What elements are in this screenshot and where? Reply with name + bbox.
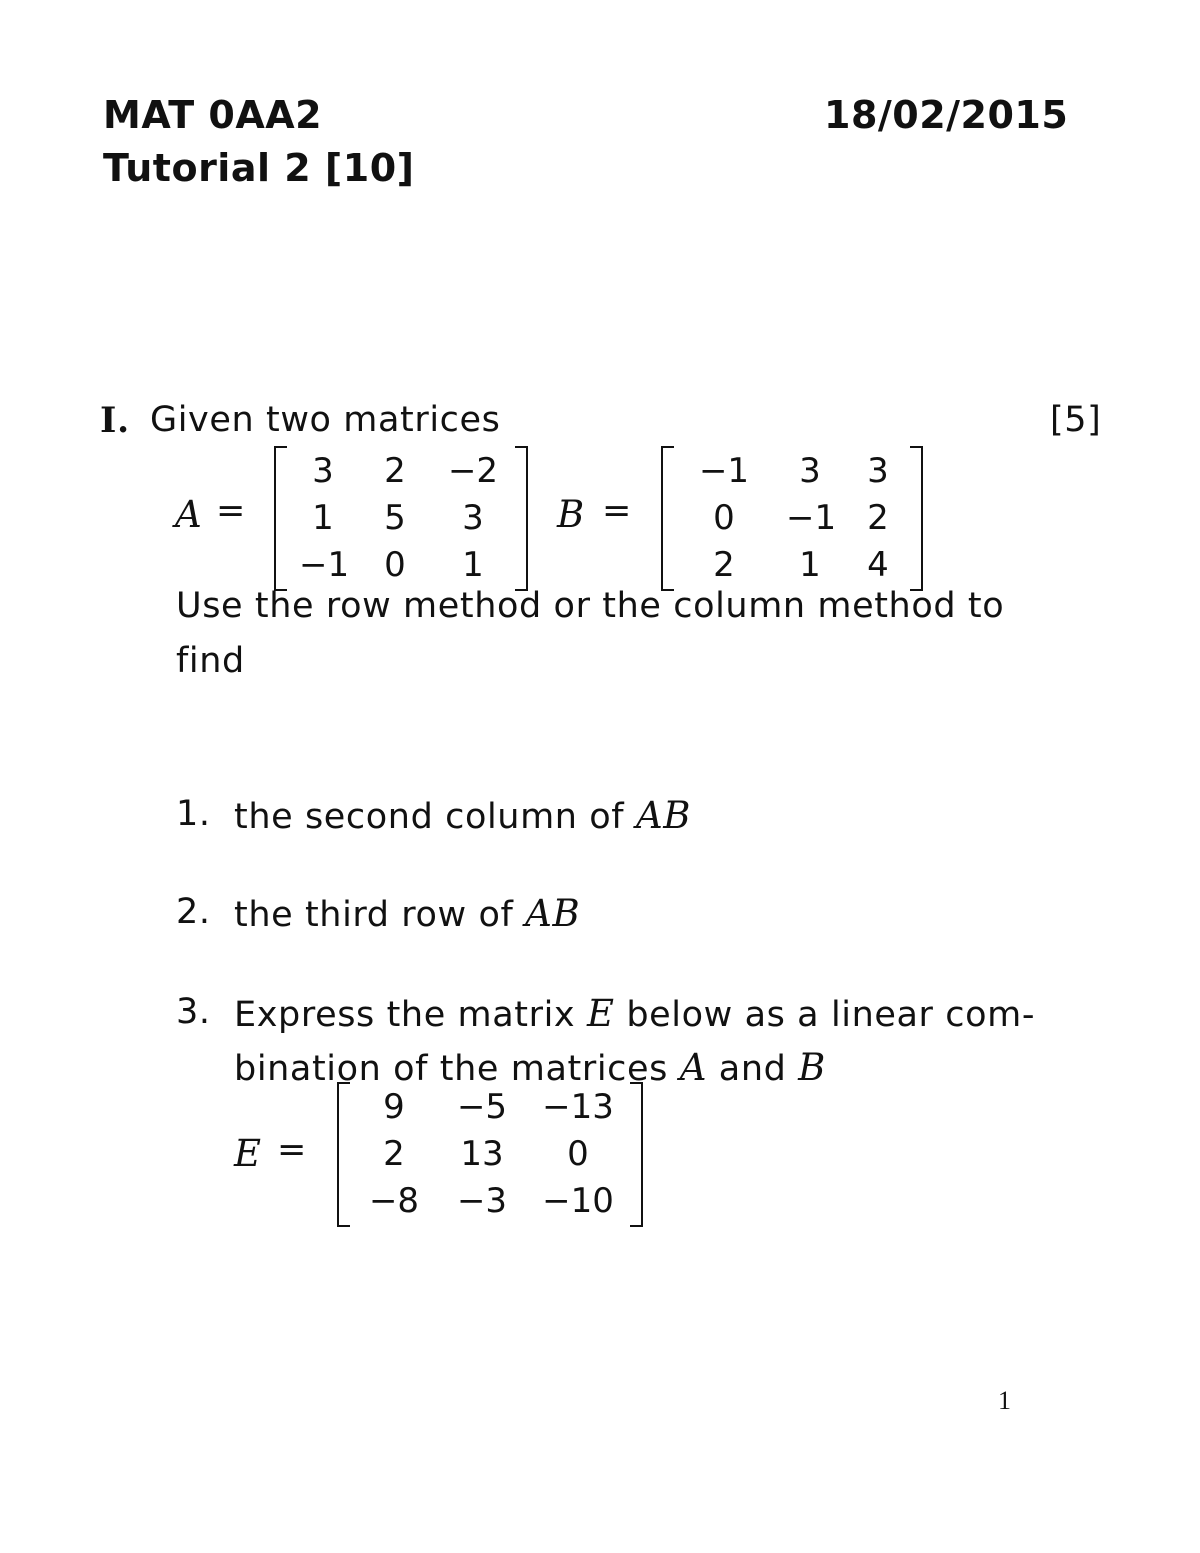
matrix-e-equals: =: [277, 1130, 307, 1170]
matrix-cell: 2: [383, 1134, 405, 1174]
item-3-math-b: B: [798, 1046, 826, 1089]
matrix-cell: 3: [867, 451, 889, 491]
item-2-number: 2.: [176, 892, 211, 932]
matrix-cell: 0: [567, 1134, 589, 1174]
item-1-label: the second column of: [234, 797, 625, 837]
item-3-and: and: [718, 1049, 787, 1089]
matrix-cell: 2: [713, 545, 735, 585]
item-1-number: 1.: [176, 794, 211, 834]
matrix-e: [337, 1082, 643, 1227]
item-3-number: 3.: [176, 992, 211, 1032]
matrix-b-grid: [674, 446, 910, 591]
matrix-cell: −10: [542, 1181, 614, 1221]
matrix-cell: −1: [786, 498, 837, 538]
matrix-cell: −1: [299, 545, 350, 585]
tutorial-title: Tutorial 2 [10]: [103, 146, 415, 190]
matrix-cell: −2: [447, 451, 499, 491]
matrix-cell: 1: [462, 545, 484, 585]
item-3-line-1: [234, 992, 1035, 1035]
item-3-math-a: A: [679, 1046, 708, 1089]
matrix-cell: 0: [384, 545, 406, 585]
matrix-cell: 13: [460, 1134, 504, 1174]
page-number: 1: [998, 1386, 1011, 1415]
matrix-b-equals: =: [602, 491, 632, 531]
matrix-cell: 9: [383, 1087, 405, 1127]
item-3-math: E: [586, 992, 615, 1035]
left-bracket: [661, 446, 674, 591]
question-marks: [5]: [1050, 400, 1102, 440]
matrix-a-grid: [287, 446, 515, 591]
question-number: I.: [100, 400, 130, 441]
item-3-line2-label: bination of the matrices: [234, 1049, 668, 1089]
matrix-cell: 1: [799, 545, 821, 585]
instruction-line-2: find: [176, 641, 245, 681]
matrix-e-grid: [350, 1082, 630, 1227]
matrix-cell: 5: [384, 498, 406, 538]
matrix-cell: −3: [456, 1181, 508, 1221]
matrix-cell: 3: [312, 451, 334, 491]
matrix-b: [661, 446, 923, 591]
course-code: MAT 0AA2: [103, 93, 323, 137]
item-2-label: the third row of: [234, 895, 514, 935]
matrix-e-label: E: [234, 1132, 262, 1175]
matrix-cell: −13: [542, 1087, 614, 1127]
matrix-a-label: A: [175, 493, 202, 536]
matrix-cell: −5: [456, 1087, 508, 1127]
matrix-cell: −1: [698, 451, 750, 491]
matrix-cell: 4: [867, 545, 889, 585]
matrix-cell: 3: [799, 451, 821, 491]
right-bracket: [515, 446, 528, 591]
matrix-cell: 0: [713, 498, 735, 538]
item-2-math: AB: [525, 892, 581, 935]
item-3-label: Express the matrix: [234, 995, 576, 1035]
item-3-label-cont: below as a linear com-: [626, 995, 1036, 1035]
item-1-text: [234, 794, 691, 837]
matrix-cell: 2: [867, 498, 889, 538]
matrix-a: [274, 446, 528, 591]
matrix-cell: 2: [384, 451, 406, 491]
tutorial-date: 18/02/2015: [824, 93, 1069, 137]
item-1-math: AB: [635, 794, 692, 837]
question-prompt: Given two matrices: [150, 400, 501, 440]
instruction-line-1: Use the row method or the column method to: [176, 586, 1005, 626]
matrix-a-equals: =: [216, 491, 246, 531]
right-bracket: [910, 446, 923, 591]
matrix-b-label: B: [557, 493, 585, 536]
item-2-text: [234, 892, 580, 935]
matrix-cell: 3: [462, 498, 484, 538]
left-bracket: [337, 1082, 350, 1227]
matrix-cell: 1: [312, 498, 334, 538]
left-bracket: [274, 446, 287, 591]
matrix-cell: −8: [368, 1181, 420, 1221]
right-bracket: [630, 1082, 643, 1227]
